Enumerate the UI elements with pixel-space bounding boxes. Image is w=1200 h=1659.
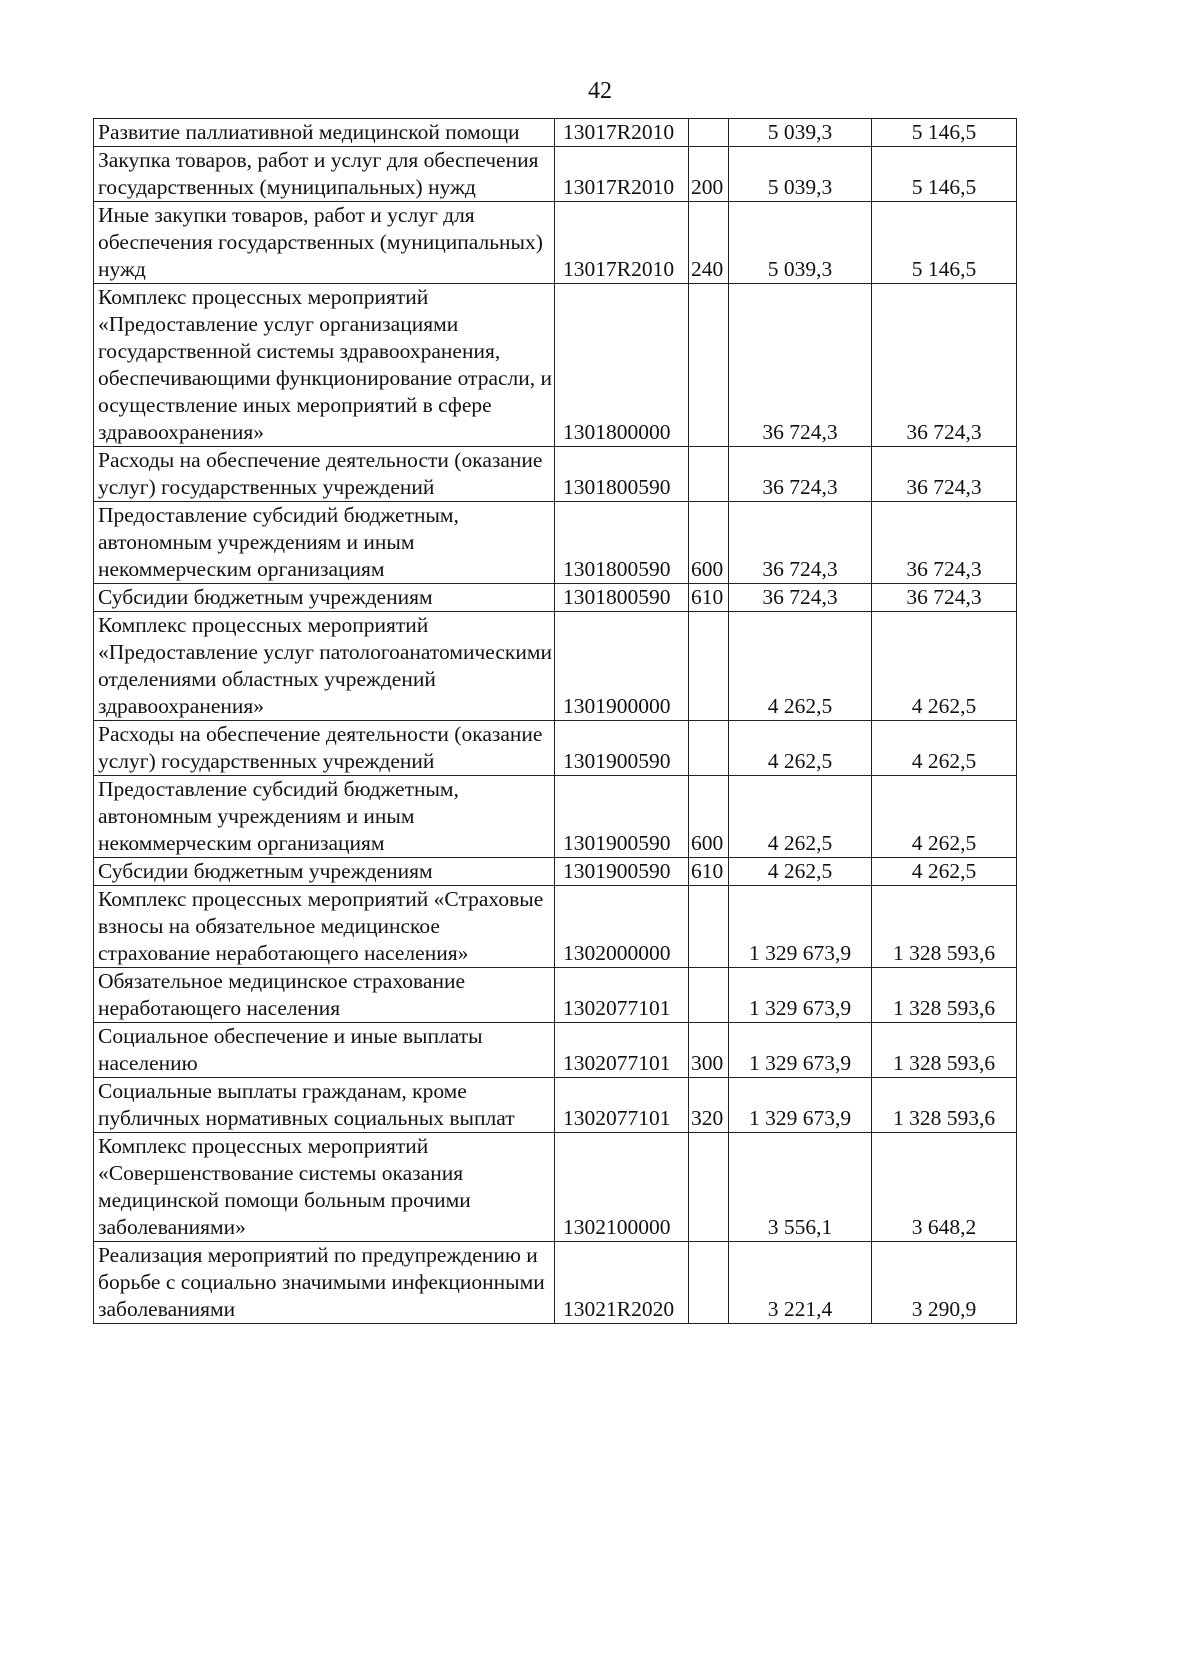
row-amount-year1-cell: 36 724,3 (729, 447, 872, 502)
table-row (94, 1133, 1017, 1242)
row-expense-type-cell (689, 886, 729, 968)
row-target-article-cell: 1302000000 (555, 886, 689, 968)
row-amount-year2-cell: 36 724,3 (872, 447, 1017, 502)
row-target-article-cell: 1301900590 (555, 776, 689, 858)
row-expense-type-cell: 610 (689, 858, 729, 886)
row-amount-year1-cell: 3 221,4 (729, 1242, 872, 1324)
row-target-article-cell: 1302077101 (555, 968, 689, 1023)
row-amount-year1-cell: 4 262,5 (729, 721, 872, 776)
row-target-article-cell: 1301900590 (555, 858, 689, 886)
budget-table (93, 118, 1017, 1324)
row-amount-year2-cell: 1 328 593,6 (872, 968, 1017, 1023)
row-name-cell: Расходы на обеспечение деятельности (оказание услуг) государственных учреждений (94, 447, 555, 502)
row-name-cell: Реализация мероприятий по предупреждению и борьбе с социально значимыми инфекционными заболеваниями (94, 1242, 555, 1324)
row-name-cell: Комплекс процессных мероприятий «Предоставление услуг патологоанатомическими отделениями областных учреждений здравоохранения» (94, 612, 555, 721)
row-target-article-cell: 13021R2020 (555, 1242, 689, 1324)
row-amount-year2-cell: 3 290,9 (872, 1242, 1017, 1324)
row-expense-type-cell: 610 (689, 584, 729, 612)
row-amount-year2-cell: 36 724,3 (872, 502, 1017, 584)
row-amount-year2-cell: 4 262,5 (872, 858, 1017, 886)
table-row (94, 776, 1017, 858)
row-amount-year2-cell: 36 724,3 (872, 584, 1017, 612)
row-expense-type-cell (689, 1133, 729, 1242)
table-row (94, 284, 1017, 447)
row-expense-type-cell: 240 (689, 202, 729, 284)
row-target-article-cell: 13017R2010 (555, 147, 689, 202)
table-row (94, 858, 1017, 886)
row-expense-type-cell (689, 612, 729, 721)
table-row (94, 1023, 1017, 1078)
row-expense-type-cell: 600 (689, 502, 729, 584)
row-target-article-cell: 1302077101 (555, 1023, 689, 1078)
table-row (94, 612, 1017, 721)
row-amount-year1-cell: 5 039,3 (729, 202, 872, 284)
table-row (94, 584, 1017, 612)
row-name-cell: Социальное обеспечение и иные выплаты населению (94, 1023, 555, 1078)
row-name-cell: Предоставление субсидий бюджетным, автономным учреждениям и иным некоммерческим организациям (94, 776, 555, 858)
row-expense-type-cell: 200 (689, 147, 729, 202)
row-target-article-cell: 1301800590 (555, 447, 689, 502)
row-name-cell: Субсидии бюджетным учреждениям (94, 858, 555, 886)
row-expense-type-cell: 320 (689, 1078, 729, 1133)
row-expense-type-cell (689, 447, 729, 502)
row-name-cell: Субсидии бюджетным учреждениям (94, 584, 555, 612)
row-name-cell: Социальные выплаты гражданам, кроме публичных нормативных социальных выплат (94, 1078, 555, 1133)
row-expense-type-cell (689, 284, 729, 447)
row-amount-year2-cell: 3 648,2 (872, 1133, 1017, 1242)
table-row (94, 502, 1017, 584)
row-amount-year2-cell: 1 328 593,6 (872, 886, 1017, 968)
row-expense-type-cell (689, 119, 729, 147)
table-row (94, 202, 1017, 284)
row-amount-year1-cell: 5 039,3 (729, 119, 872, 147)
row-name-cell: Комплекс процессных мероприятий «Страховые взносы на обязательное медицинское страхование неработающего населения» (94, 886, 555, 968)
row-target-article-cell: 13017R2010 (555, 119, 689, 147)
table-row (94, 119, 1017, 147)
row-amount-year2-cell: 4 262,5 (872, 721, 1017, 776)
row-amount-year2-cell: 1 328 593,6 (872, 1078, 1017, 1133)
row-target-article-cell: 1301800590 (555, 584, 689, 612)
row-name-cell: Предоставление субсидий бюджетным, автономным учреждениям и иным некоммерческим организациям (94, 502, 555, 584)
row-amount-year1-cell: 5 039,3 (729, 147, 872, 202)
row-amount-year2-cell: 4 262,5 (872, 612, 1017, 721)
budget-table-body (94, 119, 1017, 1324)
row-amount-year2-cell: 36 724,3 (872, 284, 1017, 447)
row-expense-type-cell (689, 968, 729, 1023)
row-amount-year1-cell: 4 262,5 (729, 858, 872, 886)
row-amount-year1-cell: 1 329 673,9 (729, 1078, 872, 1133)
row-name-cell: Закупка товаров, работ и услуг для обеспечения государственных (муниципальных) нужд (94, 147, 555, 202)
row-amount-year1-cell: 1 329 673,9 (729, 886, 872, 968)
row-name-cell: Расходы на обеспечение деятельности (оказание услуг) государственных учреждений (94, 721, 555, 776)
row-name-cell: Комплекс процессных мероприятий «Совершенствование системы оказания медицинской помощи больным прочими заболеваниями» (94, 1133, 555, 1242)
row-amount-year2-cell: 4 262,5 (872, 776, 1017, 858)
row-amount-year1-cell: 36 724,3 (729, 502, 872, 584)
row-amount-year2-cell: 5 146,5 (872, 202, 1017, 284)
row-amount-year1-cell: 3 556,1 (729, 1133, 872, 1242)
row-expense-type-cell (689, 721, 729, 776)
row-name-cell: Комплекс процессных мероприятий «Предоставление услуг организациями государственной системы здравоохранения, обеспечивающими функционирование отрасли, и осуществление иных мероприятий в сфере здравоохранения» (94, 284, 555, 447)
row-target-article-cell: 1302077101 (555, 1078, 689, 1133)
table-row (94, 1242, 1017, 1324)
row-amount-year1-cell: 4 262,5 (729, 776, 872, 858)
table-row (94, 886, 1017, 968)
row-target-article-cell: 1301900000 (555, 612, 689, 721)
page-number: 42 (588, 78, 612, 104)
row-target-article-cell: 1301900590 (555, 721, 689, 776)
row-amount-year1-cell: 1 329 673,9 (729, 1023, 872, 1078)
table-row (94, 1078, 1017, 1133)
row-amount-year1-cell: 36 724,3 (729, 584, 872, 612)
row-target-article-cell: 1302100000 (555, 1133, 689, 1242)
row-expense-type-cell (689, 1242, 729, 1324)
row-target-article-cell: 13017R2010 (555, 202, 689, 284)
row-amount-year2-cell: 5 146,5 (872, 119, 1017, 147)
row-target-article-cell: 1301800000 (555, 284, 689, 447)
table-row (94, 147, 1017, 202)
table-row (94, 447, 1017, 502)
row-amount-year2-cell: 5 146,5 (872, 147, 1017, 202)
table-row (94, 721, 1017, 776)
row-expense-type-cell: 600 (689, 776, 729, 858)
row-name-cell: Обязательное медицинское страхование неработающего населения (94, 968, 555, 1023)
row-target-article-cell: 1301800590 (555, 502, 689, 584)
row-amount-year2-cell: 1 328 593,6 (872, 1023, 1017, 1078)
row-expense-type-cell: 300 (689, 1023, 729, 1078)
row-amount-year1-cell: 4 262,5 (729, 612, 872, 721)
table-row (94, 968, 1017, 1023)
row-amount-year1-cell: 1 329 673,9 (729, 968, 872, 1023)
row-name-cell: Иные закупки товаров, работ и услуг для обеспечения государственных (муниципальных) нужд (94, 202, 555, 284)
row-name-cell: Развитие паллиативной медицинской помощи (94, 119, 555, 147)
row-amount-year1-cell: 36 724,3 (729, 284, 872, 447)
